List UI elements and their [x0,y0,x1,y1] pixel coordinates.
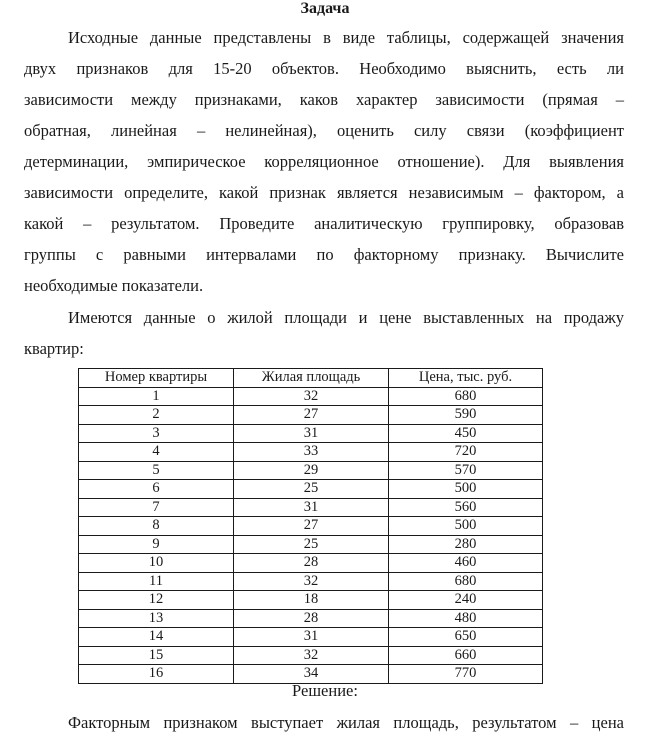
living-area-cell: 25 [234,535,389,554]
living-area-cell: 25 [234,480,389,499]
task-text-line: необходимые показатели. [24,276,204,295]
living-area-cell: 27 [234,406,389,425]
task-text-line: зависимости определите, какой признак является независимым – фактором, а [24,183,624,202]
price-cell: 650 [389,628,543,647]
table-row [79,572,543,591]
table-row [79,406,543,425]
apartment-number-cell: 1 [79,387,234,406]
column-header-price: Цена, тыс. руб. [389,369,543,388]
price-cell: 280 [389,535,543,554]
table-body [79,387,543,683]
living-area-cell: 28 [234,554,389,573]
column-header-apartment-number: Номер квартиры [79,369,234,388]
living-area-cell: 28 [234,609,389,628]
apartment-number-cell: 5 [79,461,234,480]
table-row [79,554,543,573]
apartment-number-cell: 13 [79,609,234,628]
apartment-number-cell: 15 [79,646,234,665]
table-row [79,461,543,480]
apartment-number-cell: 4 [79,443,234,462]
intro-text-line: Имеются данные о жилой площади и цене выставленных на продажу [68,308,624,327]
apartment-number-cell: 9 [79,535,234,554]
price-cell: 720 [389,443,543,462]
living-area-cell: 18 [234,591,389,610]
table-row [79,535,543,554]
task-text-line: Исходные данные представлены в виде таблицы, содержащей значения [68,28,624,47]
table-header-row [79,369,543,388]
apartment-number-cell: 6 [79,480,234,499]
table-row [79,517,543,536]
table-row [79,424,543,443]
column-header-living-area: Жилая площадь [234,369,389,388]
table-row [79,628,543,647]
apartment-number-cell: 10 [79,554,234,573]
solution-text-line: Факторным признаком выступает жилая площадь, результатом – цена [68,713,624,732]
price-cell: 480 [389,609,543,628]
apartments-table [78,368,543,684]
living-area-cell: 31 [234,424,389,443]
table-row [79,480,543,499]
task-text-line: детерминации, эмпирическое корреляционное отношение). Для выявления [24,152,624,171]
price-cell: 680 [389,572,543,591]
table-row [79,498,543,517]
price-cell: 500 [389,480,543,499]
intro-text-line: квартир: [24,339,84,358]
document-title: Задача [300,0,350,17]
price-cell: 570 [389,461,543,480]
living-area-cell: 32 [234,646,389,665]
price-cell: 590 [389,406,543,425]
price-cell: 660 [389,646,543,665]
living-area-cell: 32 [234,387,389,406]
task-text-line: двух признаков для 15-20 объектов. Необходимо выяснить, есть ли [24,59,624,78]
apartment-number-cell: 7 [79,498,234,517]
apartment-number-cell: 16 [79,665,234,684]
price-cell: 560 [389,498,543,517]
table-row [79,609,543,628]
price-cell: 240 [389,591,543,610]
solution-heading: Решение: [292,681,358,700]
living-area-cell: 33 [234,443,389,462]
apartment-number-cell: 12 [79,591,234,610]
living-area-cell: 27 [234,517,389,536]
task-text-line: группы с равными интервалами по факторному признаку. Вычислите [24,245,624,264]
price-cell: 680 [389,387,543,406]
table-row [79,646,543,665]
price-cell: 500 [389,517,543,536]
price-cell: 460 [389,554,543,573]
living-area-cell: 32 [234,572,389,591]
apartment-number-cell: 14 [79,628,234,647]
price-cell: 770 [389,665,543,684]
task-text-line: какой – результатом. Проведите аналитическую группировку, образовав [24,214,624,233]
table-row [79,591,543,610]
living-area-cell: 31 [234,498,389,517]
table-row [79,443,543,462]
apartment-number-cell: 3 [79,424,234,443]
apartment-number-cell: 8 [79,517,234,536]
apartment-number-cell: 2 [79,406,234,425]
apartment-number-cell: 11 [79,572,234,591]
price-cell: 450 [389,424,543,443]
task-text-line: зависимости между признаками, каков характер зависимости (прямая – [24,90,624,109]
living-area-cell: 29 [234,461,389,480]
living-area-cell: 31 [234,628,389,647]
task-text-line: обратная, линейная – нелинейная), оценить силу связи (коэффициент [24,121,624,140]
table-row [79,387,543,406]
living-area-cell: 34 [234,665,389,684]
